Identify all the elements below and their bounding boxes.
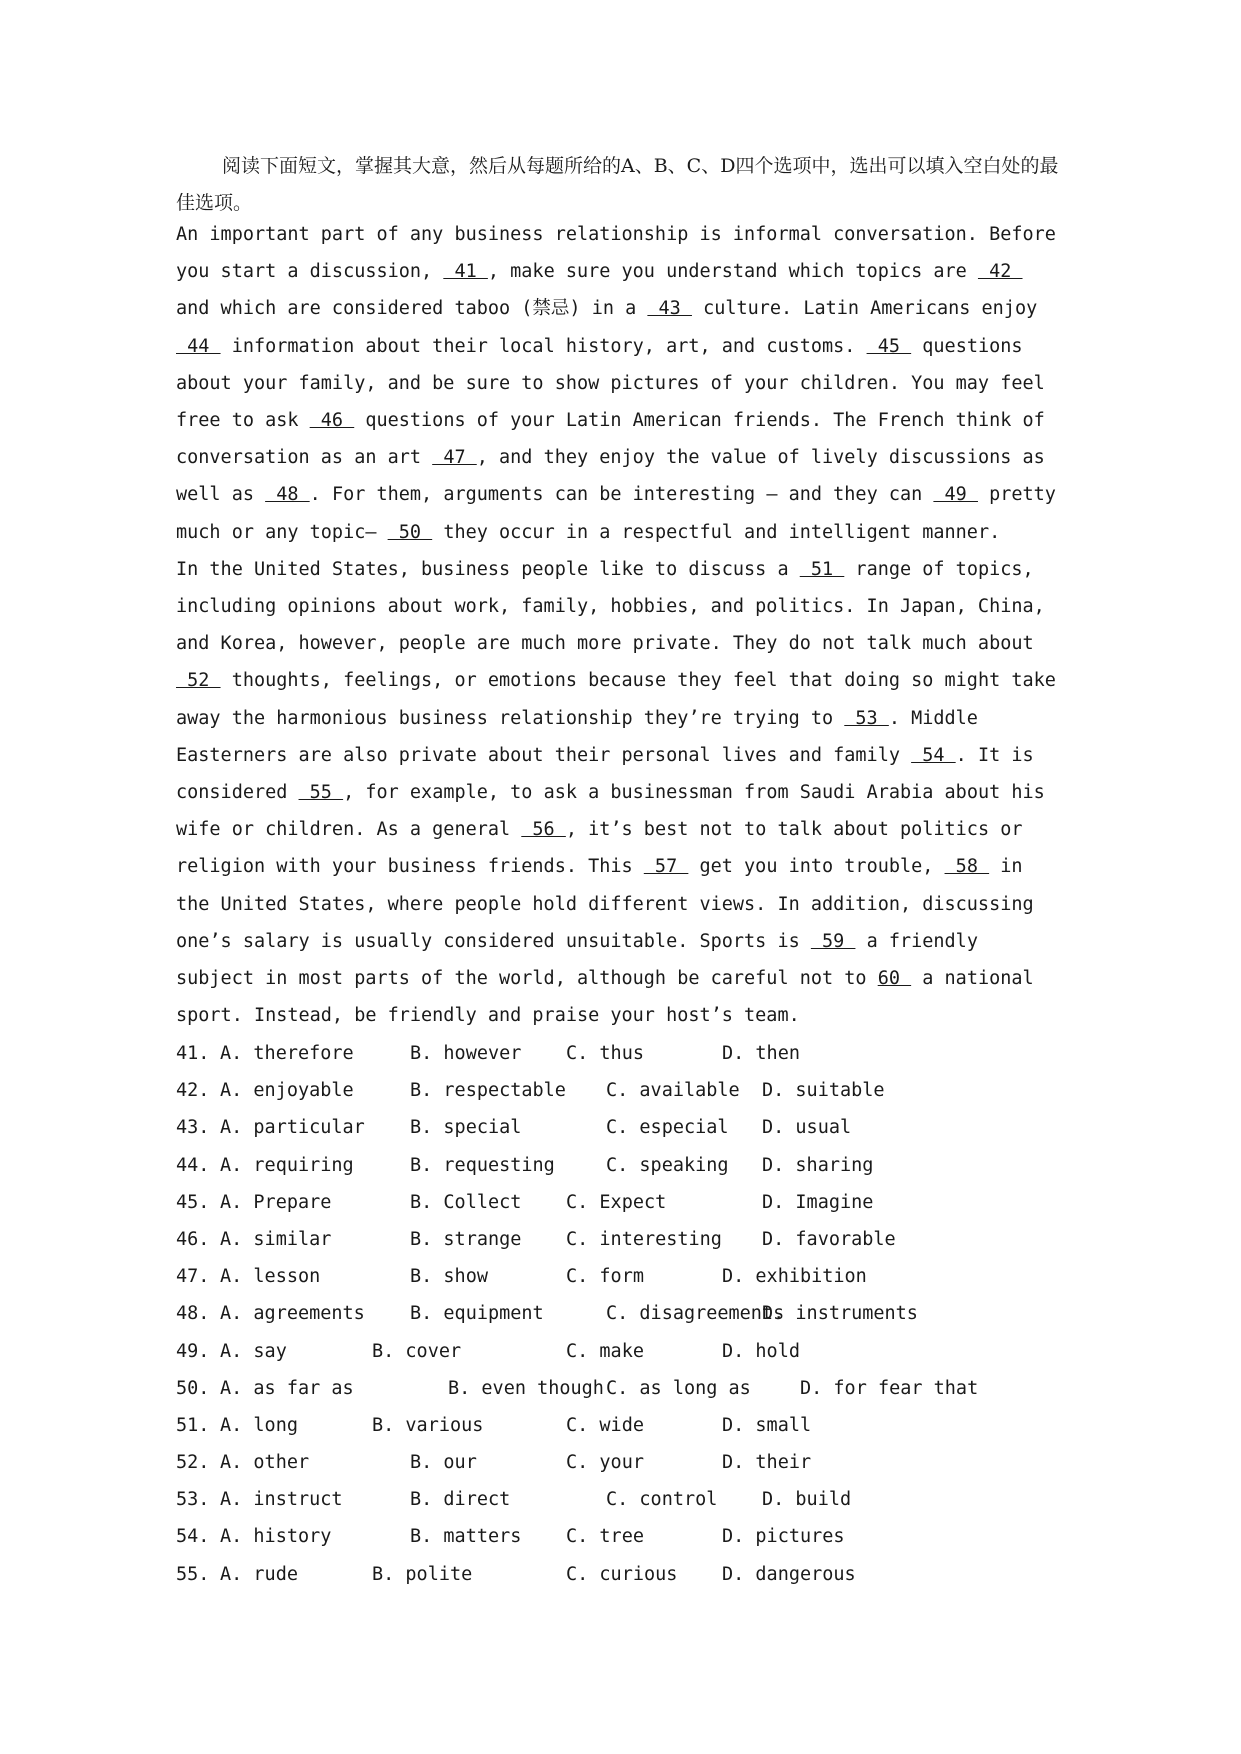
answer-option: D. then [722, 1043, 800, 1064]
question-number: 45. [176, 1191, 210, 1213]
passage-text: pretty much or any topic— [176, 484, 1056, 543]
passage-text: An important part of any business relationship is informal conversation. Before you start a discussion, [176, 224, 1056, 283]
question-row [176, 1258, 1076, 1295]
answer-option: A. agreements [220, 1303, 365, 1325]
passage-text: , for example, to ask a businessman from Saudi Arabia about his wife or children. As a general [176, 782, 1045, 841]
blank-number: 47 [432, 447, 477, 469]
passage-text: , it’s best not to talk about politics or religion with your business friends. This [176, 819, 1023, 878]
question-number: 42. [176, 1080, 210, 1102]
answer-option: B. various [372, 1414, 484, 1436]
answer-option: D. usual [762, 1117, 852, 1139]
question-row [176, 1035, 1076, 1072]
question-number: 48. [176, 1303, 210, 1325]
passage-text: questions about your family, and be sure to show pictures of your children. You may feel free to ask [176, 335, 1045, 432]
answer-option: A. other [220, 1452, 310, 1474]
answer-option: A. long [220, 1414, 298, 1436]
answer-option: D. exhibition [722, 1266, 867, 1288]
blank-number: 41 [443, 261, 488, 283]
answer-option: B. respectable [410, 1080, 566, 1102]
answer-option: A. particular [220, 1117, 365, 1139]
blank-number: 48 [265, 484, 310, 506]
question-row [176, 1295, 1076, 1332]
passage-text: and which are considered taboo (禁忌) in a [176, 298, 648, 320]
blank-number: 51 [799, 558, 845, 580]
answer-option: B. matters [410, 1526, 522, 1548]
question-row [176, 1147, 1076, 1184]
answer-option: B. show [410, 1266, 488, 1288]
passage-text: thoughts, feelings, or emotions because they feel that doing so might take away the harmonious business relationship they’re trying to [176, 670, 1056, 729]
answer-option: C. Expect [566, 1191, 667, 1213]
blank-number: 60 [877, 968, 912, 990]
answer-option: C. curious [566, 1563, 678, 1585]
question-number: 47. [176, 1266, 210, 1288]
passage-text: a friendly subject in most parts of the world, although be careful not to [176, 930, 978, 990]
answer-option: D. Imagine [762, 1191, 874, 1213]
blank-number: 44 [176, 335, 221, 357]
question-number: 54. [176, 1526, 210, 1548]
blank-number: 58 [944, 856, 990, 878]
answer-option: C. especial [606, 1117, 729, 1139]
blank-number: 53 [844, 707, 889, 729]
question-row [176, 1481, 1076, 1518]
question-options-list [176, 1035, 1076, 1593]
passage-text: information about their local history, art, and customs. [220, 335, 867, 357]
blank-number: 43 [647, 298, 692, 320]
passage-text: , and they enjoy the value of lively discussions as well as [176, 447, 1045, 506]
question-number: 44. [176, 1154, 210, 1176]
answer-option: B. however [410, 1043, 522, 1064]
question-number: 46. [176, 1228, 210, 1250]
passage-text: get you into trouble, [688, 856, 945, 878]
answer-option: D. small [722, 1414, 812, 1436]
passage-text: . It is considered [176, 744, 1034, 804]
question-number: 41. [176, 1043, 210, 1064]
question-number: 43. [176, 1117, 210, 1139]
question-row [176, 1184, 1076, 1221]
question-number: 53. [176, 1489, 210, 1511]
instruction-text: 阅读下面短文，掌握其大意，然后从每题所给的A、B、C、D四个选项中，选出可以填入空白处的最佳选项。 [176, 155, 1059, 214]
answer-option: C. available [606, 1080, 740, 1102]
passage-paragraph [176, 216, 1064, 551]
question-row [176, 1556, 1076, 1593]
blank-number: 55 [298, 782, 344, 804]
question-number: 51. [176, 1414, 210, 1436]
blank-number: 57 [643, 856, 689, 878]
answer-option: C. control [606, 1489, 718, 1511]
answer-option: C. disagreements [606, 1303, 785, 1325]
answer-option: A. Prepare [220, 1191, 332, 1213]
blank-number: 49 [933, 484, 978, 506]
blank-number: 56 [521, 819, 566, 841]
answer-option: D. instruments [762, 1303, 918, 1325]
passage-text: a national sport. Instead, be friendly and praise your host’s team. [176, 968, 1034, 1027]
answer-option: C. as long as [606, 1377, 751, 1399]
answer-option: D. favorable [762, 1228, 896, 1250]
question-row [176, 1221, 1076, 1258]
answer-option: C. interesting [566, 1228, 722, 1250]
question-row [176, 1370, 1076, 1407]
blank-number: 54 [911, 744, 956, 766]
answer-option: D. suitable [762, 1080, 885, 1102]
blank-number: 52 [176, 670, 221, 692]
answer-option: C. speaking [606, 1154, 729, 1176]
answer-option: D. hold [722, 1340, 800, 1362]
answer-option: A. rude [220, 1563, 298, 1585]
answer-option: C. your [566, 1452, 644, 1474]
blank-number: 59 [810, 930, 856, 952]
passage-text: questions of your Latin American friends. The French think of conversation as an art [176, 410, 1045, 469]
cloze-passage [176, 216, 1064, 1034]
question-number: 52. [176, 1452, 210, 1474]
answer-option: A. history [220, 1526, 332, 1548]
passage-text: range of topics, including opinions about work, family, hobbies, and politics. In Japan, China, and Korea, however, people are much more private. They do not talk much about [176, 558, 1045, 655]
passage-text: In the United States, business people like to discuss a [176, 558, 800, 580]
passage-text: they occur in a respectful and intelligent manner. [432, 521, 1001, 543]
answer-option: D. dangerous [722, 1563, 856, 1585]
answer-option: B. polite [372, 1563, 473, 1585]
answer-option: B. direct [410, 1489, 511, 1511]
question-row [176, 1072, 1076, 1109]
answer-option: A. say [220, 1340, 287, 1362]
answer-option: A. instruct [220, 1489, 343, 1511]
passage-text: in the United States, where people hold different views. In addition, discussing one’s salary is usually considered unsuitable. Sports is [176, 856, 1034, 952]
answer-option: C. tree [566, 1526, 644, 1548]
answer-option: B. cover [372, 1340, 462, 1362]
answer-option: C. make [566, 1340, 644, 1362]
answer-option: B. special [410, 1117, 522, 1139]
answer-option: D. for fear that [800, 1377, 979, 1399]
answer-option: A. similar [220, 1228, 332, 1250]
passage-text: . For them, arguments can be interesting — and they can [309, 484, 934, 506]
answer-option: C. form [566, 1266, 644, 1288]
answer-option: D. pictures [722, 1526, 845, 1548]
passage-paragraph [176, 551, 1064, 1035]
question-number: 55. [176, 1563, 210, 1585]
passage-text: culture. Latin Americans enjoy [691, 298, 1038, 320]
blank-number: 45 [866, 335, 912, 357]
passage-text: . Middle Easterners are also private about their personal lives and family [176, 707, 978, 766]
blank-number: 50 [387, 521, 433, 543]
answer-option: A. lesson [220, 1266, 321, 1288]
answer-option: B. equipment [410, 1303, 544, 1325]
answer-option: B. strange [410, 1228, 522, 1250]
answer-option: A. therefore [220, 1043, 354, 1064]
answer-option: D. build [762, 1489, 852, 1511]
question-number: 49. [176, 1340, 210, 1362]
answer-option: A. requiring [220, 1154, 354, 1176]
answer-option: C. thus [566, 1043, 644, 1064]
blank-number: 46 [309, 410, 355, 432]
question-number: 50. [176, 1377, 210, 1399]
answer-option: A. as far as [220, 1377, 354, 1399]
question-row [176, 1333, 1076, 1370]
answer-option: B. requesting [410, 1154, 555, 1176]
question-row [176, 1109, 1076, 1146]
answer-option: D. sharing [762, 1154, 874, 1176]
answer-option: B. even though [448, 1377, 604, 1399]
answer-option: B. our [410, 1452, 477, 1474]
question-row [176, 1444, 1076, 1481]
answer-option: C. wide [566, 1414, 644, 1436]
blank-number: 42 [977, 261, 1023, 283]
question-row [176, 1407, 1076, 1444]
passage-text: , make sure you understand which topics are [487, 261, 978, 283]
question-row [176, 1518, 1076, 1555]
answer-option: D. their [722, 1452, 812, 1474]
answer-option: A. enjoyable [220, 1080, 354, 1102]
answer-option: B. Collect [410, 1191, 522, 1213]
